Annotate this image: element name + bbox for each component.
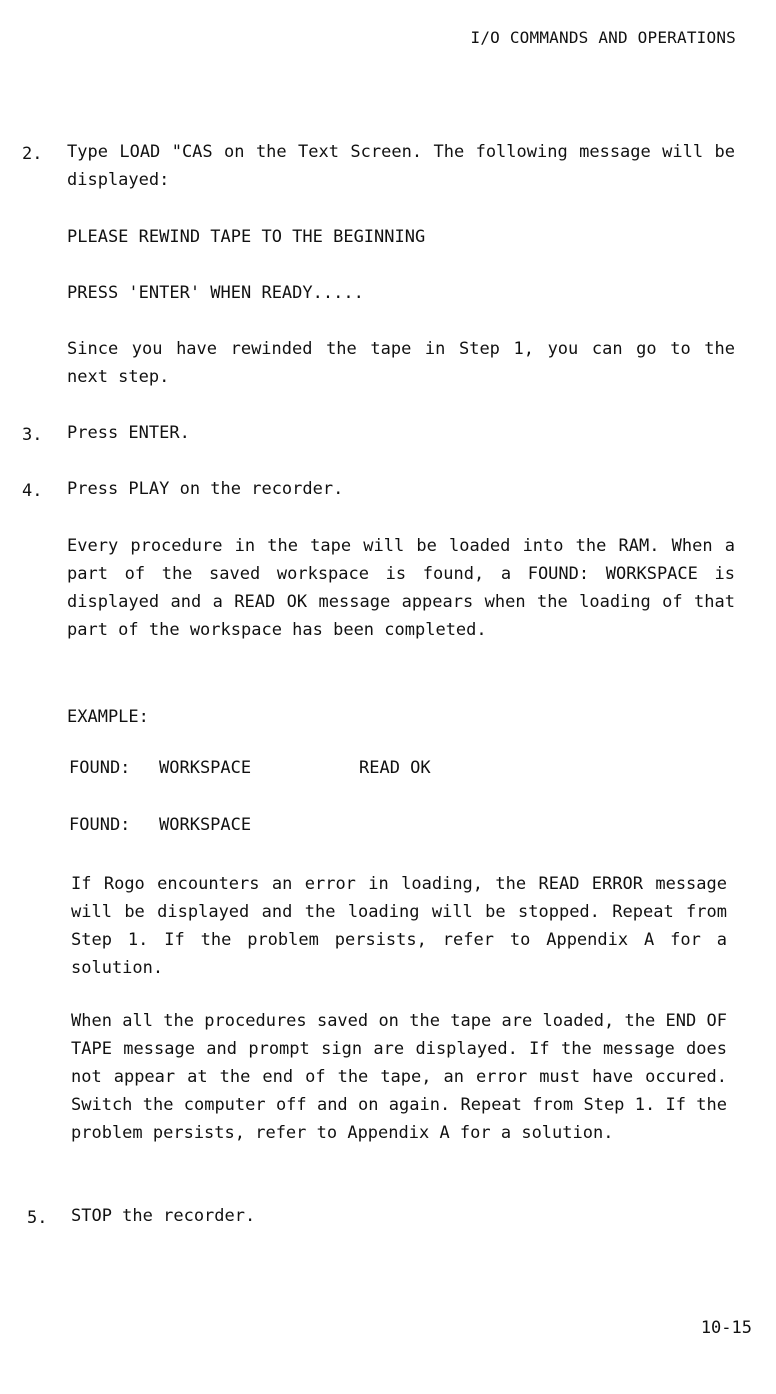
running-header: I/O COMMANDS AND OPERATIONS	[470, 28, 736, 47]
step-5-text: STOP the recorder.	[71, 1206, 256, 1226]
step-3-text: Press ENTER.	[67, 423, 190, 443]
example-label: EXAMPLE:	[67, 707, 149, 727]
message-line-2: PRESS 'ENTER' WHEN READY.....	[67, 283, 364, 303]
step-2-text: Type LOAD "CAS on the Text Screen. The following message will be displayed:	[67, 142, 735, 190]
example-workspace-label: WORKSPACE	[159, 815, 252, 835]
step-number: 4.	[22, 481, 43, 501]
step-4-text: Press PLAY on the recorder.	[67, 479, 344, 499]
step-number: 2.	[22, 144, 43, 164]
example-found-label: FOUND:	[69, 815, 131, 835]
message-line-1: PLEASE REWIND TAPE TO THE BEGINNING	[67, 227, 426, 247]
page-number: 10-15	[700, 1318, 752, 1338]
step-number: 5.	[27, 1208, 48, 1228]
example-workspace-label: WORKSPACE	[159, 758, 252, 778]
step-2-note: Since you have rewinded the tape in Step 1, you can go to the next step.	[67, 339, 735, 387]
step-4-paragraph-1: Every procedure in the tape will be loaded into the RAM. When a part of the saved workspace is found, a FOUND: WORKSPACE is displayed and a READ OK message appears when the loading of that part of the workspace has been completed.	[67, 536, 735, 640]
step-4-paragraph-3: When all the procedures saved on the tape are loaded, the END OF TAPE message and prompt sign are displayed. If the message does not appear at the end of the tape, an error must have occured. Switch the computer off and on again. Repeat from Step 1. If the problem persists, refer to Appendix A for a solution.	[71, 1011, 727, 1143]
example-read-ok: READ OK	[359, 758, 431, 778]
step-number: 3.	[22, 425, 43, 445]
example-found-label: FOUND:	[69, 758, 131, 778]
step-4-paragraph-2: If Rogo encounters an error in loading, the READ ERROR message will be displayed and the loading will be stopped. Repeat from Step 1. If the problem persists, refer to Appendix A for a solution.	[71, 874, 727, 978]
